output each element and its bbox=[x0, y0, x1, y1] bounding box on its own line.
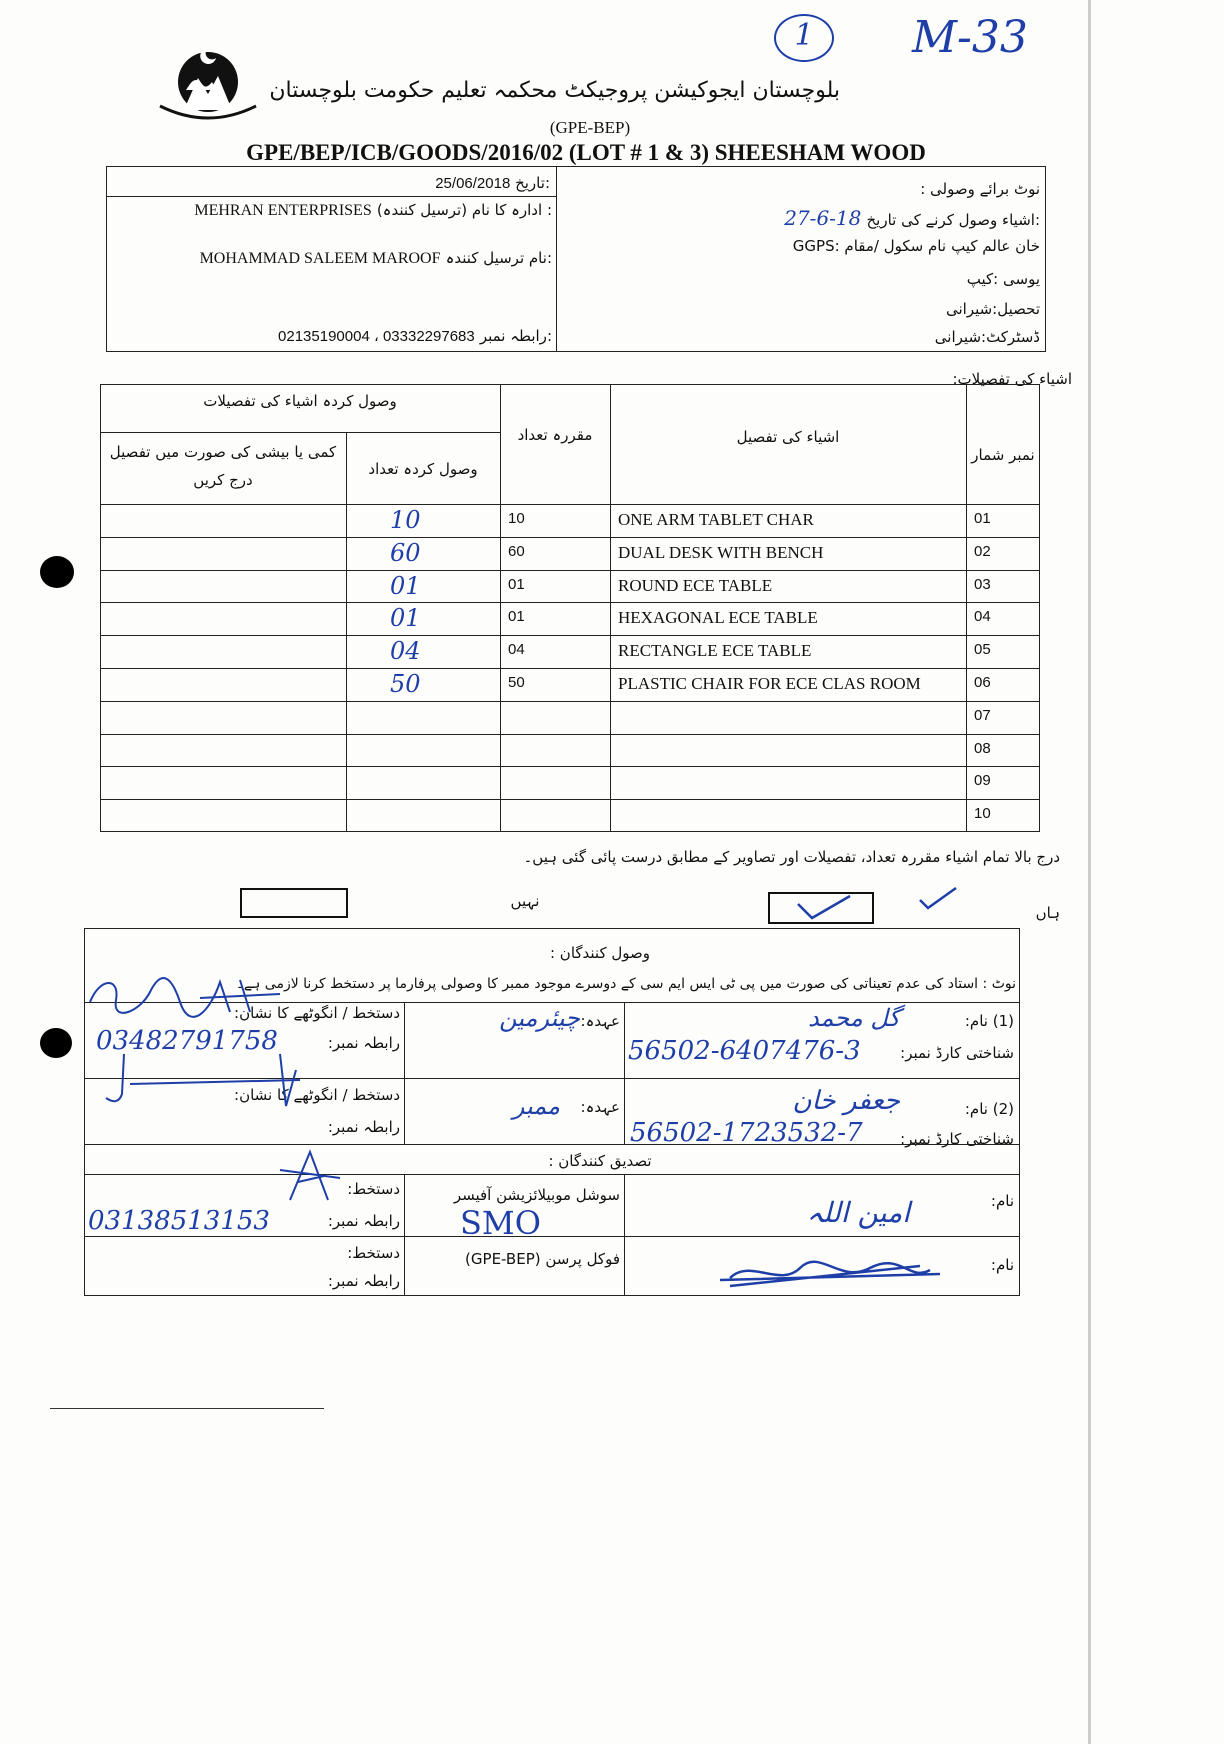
row-item: ONE ARM TABLET CHAR bbox=[618, 510, 814, 529]
focal-contact-label: رابطہ نمبر: bbox=[327, 1272, 400, 1290]
receiver-2-post-label: عہدہ: bbox=[580, 1098, 620, 1116]
row-serial: 06 bbox=[974, 674, 991, 691]
tehsil-label: تحصیل:شیرانی bbox=[945, 300, 1040, 318]
row-qty: 10 bbox=[508, 510, 525, 527]
row-received: 01 bbox=[390, 571, 421, 600]
receiver-2-contact-label: رابطہ نمبر: bbox=[327, 1118, 400, 1136]
receiver-2-cnic-hand: 56502-1723532-7 bbox=[630, 1118, 863, 1148]
receiver-2-name-hand: جعفر خان bbox=[792, 1086, 900, 1116]
receiver-1-cnic-label: شناختی کارڈ نمبر: bbox=[900, 1044, 1014, 1062]
row-qty: 60 bbox=[508, 542, 525, 560]
uc-label: یوسی :کیپ bbox=[966, 270, 1040, 288]
row-received: 50 bbox=[390, 670, 421, 698]
receiver-2-cnic-label: شناختی کارڈ نمبر: bbox=[900, 1130, 1014, 1148]
row-serial: 02 bbox=[974, 542, 991, 560]
school-value: GGPS: خان عالم کیپ bbox=[792, 237, 1040, 255]
receivers-section-label: وصول کنندگان : bbox=[549, 944, 650, 962]
row-serial: 04 bbox=[974, 608, 991, 626]
contact-value: 02135190004 ، 03332297683 bbox=[278, 328, 475, 345]
row-serial: 01 bbox=[974, 510, 991, 527]
date-value: 25/06/2018 bbox=[435, 175, 511, 192]
smo-contact-label: رابطہ نمبر: bbox=[327, 1212, 400, 1230]
smo-sign-label: دستخط: bbox=[347, 1180, 400, 1198]
company-value: MEHRAN ENTERPRISES bbox=[194, 202, 372, 219]
sender-row bbox=[112, 248, 552, 268]
focal-label: فوکل پرسن (GPE-BEP) bbox=[465, 1250, 620, 1268]
header-received-qty: وصول کردہ تعداد bbox=[368, 460, 478, 478]
header-shortage bbox=[104, 438, 342, 494]
scan-edge bbox=[1088, 0, 1091, 1744]
row-serial: 03 bbox=[974, 575, 991, 593]
yes-label: ہاں bbox=[1035, 904, 1060, 922]
smo-label: سوشل موبیلائزیشن آفیسر bbox=[453, 1186, 620, 1204]
row-item: ROUND ECE TABLE bbox=[618, 575, 773, 595]
row-item: PLASTIC CHAIR FOR ECE CLAS ROOM bbox=[618, 674, 921, 693]
smo-hand: SMO bbox=[460, 1204, 541, 1242]
balochistan-logo bbox=[150, 40, 266, 124]
receiver-1-post-hand: چیئرمین bbox=[499, 1004, 580, 1032]
smo-name-label: نام: bbox=[990, 1192, 1014, 1210]
receiver-2-signature bbox=[100, 1050, 310, 1118]
row-serial: 05 bbox=[974, 641, 991, 659]
row-divider bbox=[100, 799, 1040, 800]
row-serial: 10 bbox=[974, 805, 991, 823]
header-shortage-text: کمی یا بیشی کی صورت میں تفصیل درج کریں bbox=[109, 443, 337, 489]
header-description: اشیاء کی تفصیل bbox=[736, 428, 840, 446]
school-label: نام سکول /مقام bbox=[844, 237, 947, 255]
row-divider bbox=[100, 570, 1040, 571]
row-divider bbox=[100, 537, 1040, 538]
date-label: تاریخ: bbox=[515, 174, 550, 192]
check-icon bbox=[770, 894, 872, 922]
sender-value: MOHAMMAD SALEEM MAROOF bbox=[199, 250, 441, 267]
row-divider bbox=[100, 668, 1040, 669]
smo-contact-hand: 03138513153 bbox=[88, 1206, 270, 1236]
contact-row bbox=[112, 326, 552, 345]
check-mark-extra bbox=[918, 886, 958, 914]
footer-line bbox=[50, 1408, 324, 1409]
check-icon bbox=[918, 886, 958, 910]
receivers-note: نوٹ : استاد کی عدم تعیناتی کی صورت میں پی ٹی ایس ایم سی کے دوسرے موجود ممبر کا وصولی پرفارما پر دستخط کرنا لازمی ہے۔ bbox=[235, 976, 1016, 992]
row-received: 01 bbox=[390, 604, 421, 633]
receive-date-label: اشیاء وصول کرنے کی تاریخ: bbox=[866, 211, 1040, 229]
row-divider bbox=[100, 734, 1040, 735]
row-qty: 04 bbox=[508, 641, 525, 659]
verifiers-section-label: تصدیق کنندگان : bbox=[548, 1152, 652, 1170]
row-item: DUAL DESK WITH BENCH bbox=[618, 542, 824, 562]
row-qty: 50 bbox=[508, 674, 525, 691]
row-item: RECTANGLE ECE TABLE bbox=[618, 641, 812, 661]
row-serial: 08 bbox=[974, 739, 991, 757]
items-section-label: اشیاء کی تفصیلات: bbox=[952, 370, 1072, 388]
date-row bbox=[300, 174, 550, 192]
smo-name-hand: امین اللہ bbox=[806, 1196, 910, 1229]
yes-checkbox[interactable] bbox=[768, 892, 874, 924]
receive-date-hand: 27-6-18 bbox=[784, 206, 862, 230]
program-code: (GPE-BEP) bbox=[549, 118, 631, 137]
receiver-1-cnic-hand: 56502-6407476-3 bbox=[628, 1036, 861, 1066]
row-received: 60 bbox=[390, 538, 421, 567]
receiver-2-post-hand: ممبر bbox=[512, 1092, 560, 1120]
school-row bbox=[700, 236, 1040, 255]
punch-hole-top bbox=[40, 556, 74, 588]
row-divider bbox=[100, 701, 1040, 702]
receiver-1-name-label: (1) نام: bbox=[964, 1012, 1014, 1030]
row-received: 10 bbox=[390, 506, 421, 534]
row-divider bbox=[100, 635, 1040, 636]
smo-signature bbox=[270, 1148, 350, 1212]
corner-ref: M-33 bbox=[912, 12, 1028, 63]
no-checkbox[interactable] bbox=[240, 888, 348, 918]
receiver-2-name-label: (2) نام: bbox=[964, 1100, 1014, 1118]
circled-page-mark bbox=[774, 14, 834, 62]
receive-date-row bbox=[700, 206, 1040, 230]
receiver-1-sign-label: دستخط / انگوٹھے کا نشان: bbox=[234, 1004, 400, 1022]
row-received: 04 bbox=[390, 637, 421, 666]
receiver-1-post-label: عہدہ: bbox=[580, 1012, 620, 1030]
receiver-1-name-hand: گل محمد bbox=[807, 1004, 900, 1032]
header-fixed-qty: مقررہ تعداد bbox=[517, 426, 593, 444]
focal-name-label: نام: bbox=[990, 1256, 1014, 1274]
row-serial: 07 bbox=[974, 706, 991, 724]
receiver-1-contact-label: رابطہ نمبر: bbox=[327, 1034, 400, 1052]
circled-number: 1 bbox=[794, 18, 814, 53]
row-divider bbox=[100, 602, 1040, 603]
receiver-1-signature bbox=[80, 972, 280, 1026]
company-label: ادارہ کا نام (ترسیل کنندہ) : bbox=[376, 201, 552, 219]
punch-hole-bottom bbox=[40, 1028, 72, 1058]
contact-label: رابطہ نمبر: bbox=[479, 327, 552, 345]
row-item: HEXAGONAL ECE TABLE bbox=[618, 608, 818, 628]
district-label: ڈسٹرکٹ:شیرانی bbox=[934, 328, 1040, 346]
row-qty: 01 bbox=[508, 575, 525, 593]
focal-name-struck bbox=[720, 1254, 940, 1298]
urdu-department-title: بلوچستان ایجوکیشن پروجیکٹ محکمہ تعلیم حکومت بلوچستان bbox=[269, 78, 840, 103]
receiver-1-contact-hand: 03482791758 bbox=[96, 1026, 278, 1056]
row-serial: 09 bbox=[974, 772, 991, 790]
note-label: نوٹ برائے وصولی : bbox=[920, 180, 1040, 198]
focal-sign-label: دستخط: bbox=[347, 1244, 400, 1262]
confirmation-statement: درج بالا تمام اشیاء مقررہ تعداد، تفصیلات اور تصاویر کے مطابق درست پائی گئی ہیں۔ bbox=[523, 848, 1060, 866]
receiver-2-sign-label: دستخط / انگوٹھے کا نشان: bbox=[234, 1086, 400, 1104]
sender-label: نام ترسیل کنندہ: bbox=[445, 249, 552, 267]
company-row bbox=[112, 200, 552, 220]
row-divider bbox=[100, 766, 1040, 767]
tender-title: GPE/BEP/ICB/GOODS/2016/02 (LOT # 1 & 3) SHEESHAM WOOD bbox=[246, 140, 926, 165]
no-label: نہیں bbox=[510, 892, 540, 910]
header-received-group: وصول کردہ اشیاء کی تفصیلات bbox=[203, 392, 397, 410]
row-qty: 01 bbox=[508, 608, 525, 626]
header-serial: نمبر شمار bbox=[971, 446, 1035, 464]
